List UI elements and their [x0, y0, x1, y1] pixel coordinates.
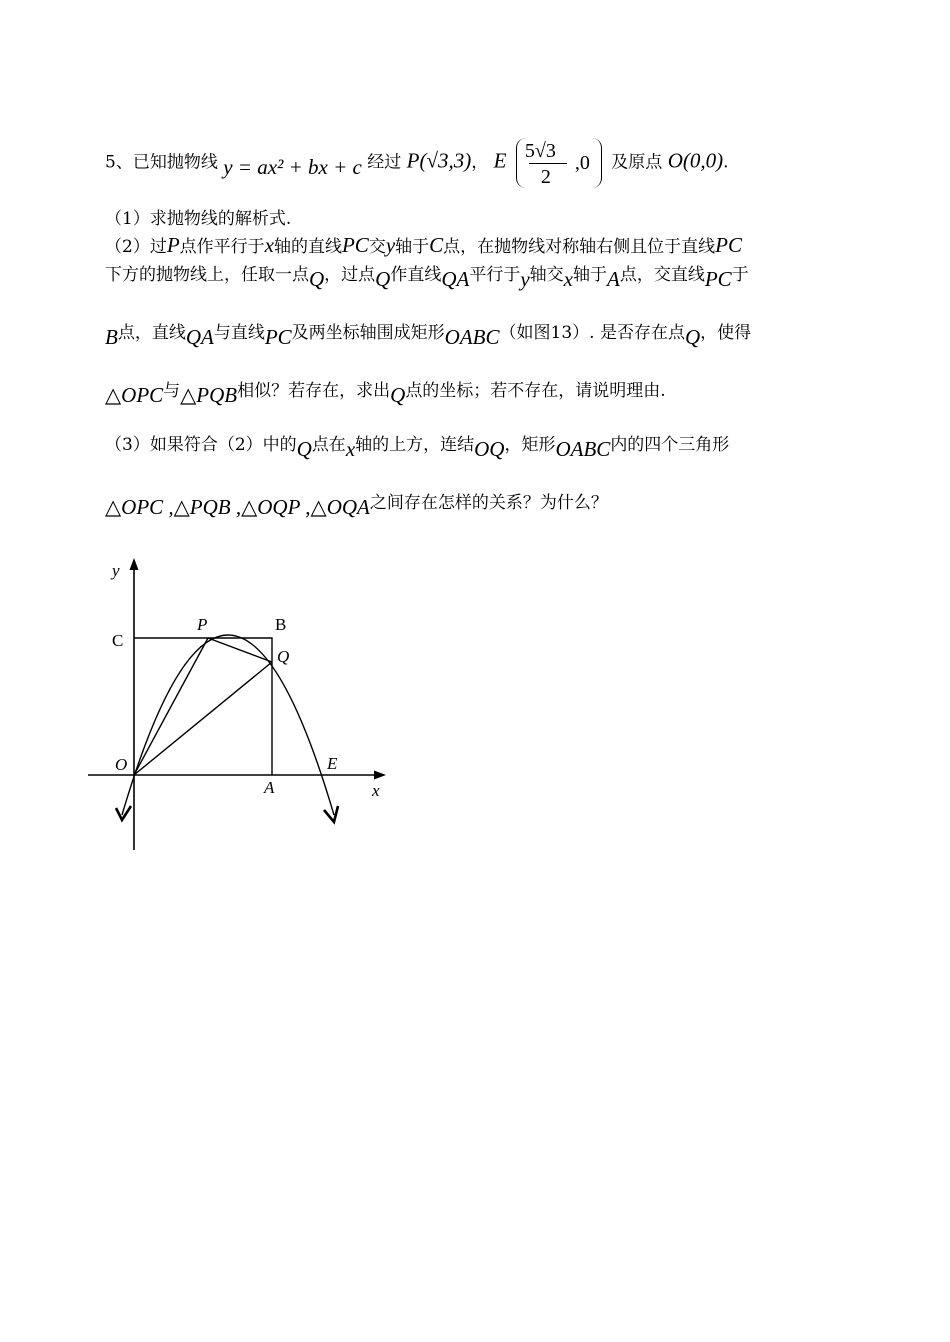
label-a: A	[264, 778, 275, 797]
text: ，过点	[324, 265, 376, 285]
text: ，矩形	[504, 435, 556, 455]
question-1	[105, 206, 847, 232]
point-e-label: E	[493, 148, 507, 173]
origin-text: 及原点	[611, 152, 663, 173]
parabola-equation: y = ax² + bx + c	[223, 154, 362, 179]
text: 内的四个三角形	[610, 435, 730, 455]
text: 点，直线	[117, 323, 186, 343]
text: 点在	[311, 435, 346, 455]
var-pc: PC	[264, 325, 292, 349]
label-e: E	[327, 754, 338, 773]
var-c: C	[429, 233, 444, 257]
var-q: Q	[296, 437, 312, 461]
var-a: A	[607, 267, 620, 291]
label-p: P	[197, 615, 208, 634]
var-p: P	[166, 233, 180, 257]
question-1-text: （1）求抛物线的解析式.	[105, 209, 292, 229]
label-c: C	[112, 631, 124, 650]
text: 下方的抛物线上，任取一点	[105, 265, 309, 285]
var-x: x	[264, 233, 274, 257]
text: ，使得	[700, 323, 752, 343]
text: 点的坐标；若不存在，请说明理由.	[405, 381, 666, 401]
x-axis-arrow	[374, 771, 386, 780]
segment-op	[134, 638, 208, 775]
text: 轴于	[573, 265, 607, 285]
point-p-coords: P(√3,3)	[406, 148, 472, 173]
var-q: Q	[684, 325, 701, 349]
point-o-coords: O(0,0)	[667, 148, 724, 173]
problem-intro: 5、已知抛物线	[105, 152, 218, 173]
label-y-axis: y	[112, 561, 120, 580]
text: 于	[731, 265, 749, 285]
var-oq: OQ	[474, 437, 505, 461]
comma: ，	[471, 152, 489, 173]
point-e-fraction	[516, 138, 602, 188]
problem-statement	[105, 138, 847, 188]
text: 与直线	[213, 323, 265, 343]
parabola-right-arrow	[324, 806, 338, 822]
parabola-curve	[122, 635, 334, 815]
text: 点作平行于	[179, 237, 265, 257]
end-dot: .	[723, 152, 729, 173]
label-b: B	[275, 615, 287, 634]
triangle-opc: △OPC	[105, 383, 164, 407]
rectangle-oabc	[134, 638, 272, 775]
text: 之间存在怎样的关系？为什么？	[369, 493, 608, 513]
question-2-line-2	[105, 260, 847, 291]
e-numerator: 5√3	[524, 140, 556, 162]
var-qa: QA	[185, 325, 214, 349]
label-o: O	[115, 755, 128, 774]
text: 与	[163, 381, 181, 401]
var-oabc: OABC	[444, 325, 500, 349]
text: 点，在抛物线对称轴右侧且位于直线	[443, 237, 716, 257]
var-pc: PC	[341, 233, 369, 257]
var-q: Q	[390, 383, 406, 407]
text: （3）如果符合（2）中的	[105, 435, 297, 455]
var-pc: PC	[704, 267, 732, 291]
question-3-line-1	[105, 430, 847, 461]
text: 点，交直线	[619, 265, 705, 285]
text: 作直线	[390, 265, 442, 285]
four-triangles: △OPC ,△PQB ,△OQP ,△OQA	[105, 495, 370, 519]
var-q: Q	[309, 267, 325, 291]
question-2-line-3	[105, 318, 847, 349]
text: 及两坐标轴围成矩形	[291, 323, 445, 343]
label-q: Q	[277, 647, 290, 666]
text: 轴的直线	[273, 237, 342, 257]
var-qa: QA	[441, 267, 470, 291]
text: 轴的上方，连结	[355, 435, 475, 455]
text: （如图13）. 是否存在点	[499, 323, 685, 343]
var-x: x	[345, 437, 356, 461]
text: （2）过	[105, 237, 167, 257]
e-denominator: 2	[540, 166, 551, 188]
question-2-line-4	[105, 376, 847, 407]
text: 轴交	[529, 265, 564, 285]
label-x-axis: x	[372, 781, 380, 800]
question-3-line-2	[105, 488, 847, 519]
figure-13	[80, 555, 400, 860]
text: 交	[368, 237, 386, 257]
segment-oq	[134, 662, 272, 775]
var-b: B	[105, 325, 118, 349]
var-y: y	[385, 233, 396, 257]
var-q: Q	[375, 267, 391, 291]
text: 轴于	[395, 237, 430, 257]
var-x: x	[563, 267, 573, 291]
var-y: y	[520, 267, 530, 291]
question-2-line-1	[105, 232, 847, 260]
segment-pq	[208, 638, 272, 662]
text: 平行于	[469, 265, 521, 285]
var-oabc: OABC	[555, 437, 611, 461]
triangle-pqb: △PQB	[180, 383, 238, 407]
var-pc: PC	[715, 233, 743, 257]
passes-text: 经过	[367, 152, 402, 173]
y-axis-arrow	[130, 558, 139, 570]
text: 相似？若存在，求出	[237, 381, 391, 401]
e-y-coordinate: ,0	[574, 152, 590, 174]
